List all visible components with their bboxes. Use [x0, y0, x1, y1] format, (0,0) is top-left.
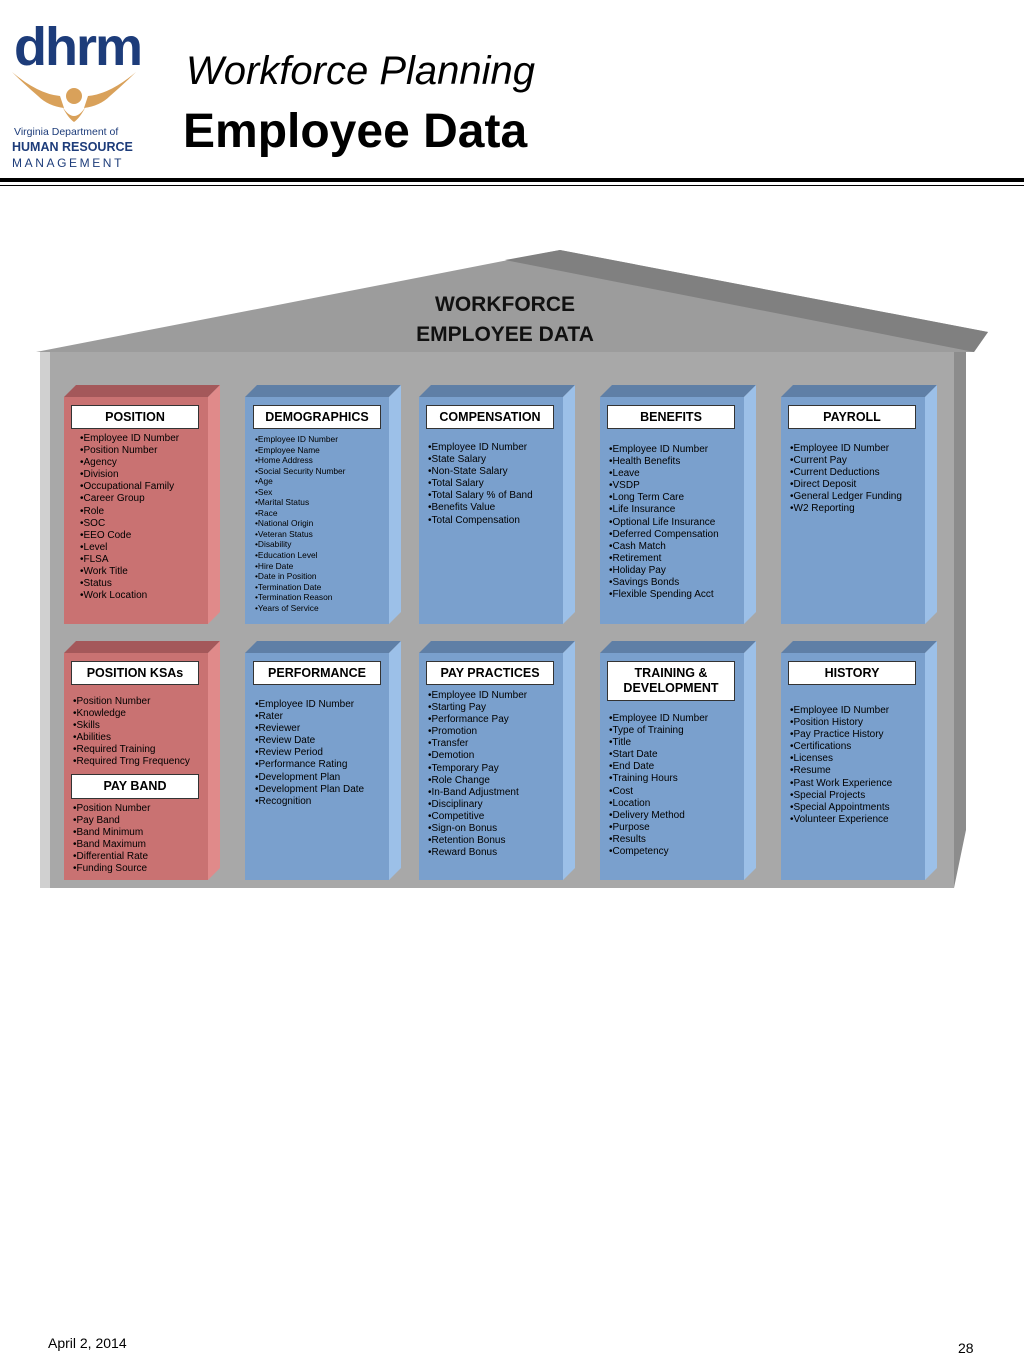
data-box-item: •Flexible Spending Acct	[609, 589, 714, 601]
data-box-item: •Performance Pay	[428, 714, 509, 726]
data-box-item: •Status	[80, 578, 112, 590]
data-box-item: •Certifications	[790, 741, 852, 753]
data-box-title: BENEFITS	[607, 405, 735, 429]
data-box-item: •Abilities	[73, 732, 111, 744]
data-box-item: •Employee ID Number	[80, 433, 180, 444]
data-box-item: •Education Level	[255, 550, 318, 561]
data-box-item: •Years of Service	[255, 602, 319, 613]
data-box-item: •Employee Name	[255, 444, 320, 455]
data-box-item: •Starting Pay	[428, 702, 486, 714]
data-box-item: •In-Band Adjustment	[428, 786, 519, 798]
data-box-item: •Optional Life Insurance	[609, 516, 716, 528]
data-box-title: HISTORY	[788, 661, 916, 685]
data-box-item: •Savings Bonds	[609, 577, 680, 589]
data-box-item: •Special Projects	[790, 789, 866, 801]
data-box-item: •Knowledge	[73, 708, 126, 720]
logo-line-1: Virginia Department of	[14, 126, 119, 138]
data-box-item: •Volunteer Experience	[790, 813, 889, 825]
data-box-item: •Review Period	[255, 747, 323, 759]
data-box-title: TRAINING & DEVELOPMENT	[607, 661, 735, 701]
data-box-item: •Competitive	[428, 810, 485, 822]
data-box-item: •Role	[80, 505, 105, 517]
data-box-item: •Veteran Status	[255, 528, 313, 539]
page-number: 28	[958, 1340, 974, 1356]
data-box-item: •Type of Training	[609, 725, 684, 737]
data-box-item: •Work Location	[80, 590, 148, 602]
data-box-items	[80, 433, 179, 602]
data-box-item: •Role Change	[428, 774, 490, 786]
footer-date: April 2, 2014	[48, 1335, 127, 1351]
data-box-item: •Career Group	[80, 493, 145, 505]
data-box-item: •Special Appointments	[790, 801, 890, 813]
data-box-item: •Home Address	[255, 455, 313, 466]
data-box-item: •Sign-on Bonus	[428, 823, 498, 835]
data-box-item: •Date in Position	[255, 571, 317, 582]
data-box-item: •Reward Bonus	[428, 847, 498, 859]
data-box-item: •Skills	[73, 720, 100, 732]
data-box-item: •Pay Practice History	[790, 729, 884, 741]
data-box-item: •Band Maximum	[73, 839, 146, 851]
data-box-item: •Development Plan	[255, 771, 341, 783]
data-box-item: •Delivery Method	[609, 809, 685, 821]
data-box-item: •Development Plan Date	[255, 783, 365, 795]
data-box-item: •Disability	[255, 539, 292, 550]
data-box-item: •Results	[609, 833, 646, 845]
data-box-item: •Start Date	[609, 749, 658, 761]
logo-line-3: MANAGEMENT	[12, 156, 125, 170]
logo-line-2: HUMAN RESOURCE	[12, 140, 133, 154]
data-box-items	[73, 696, 190, 769]
data-box-item: •Benefits Value	[428, 502, 496, 514]
data-box-item: •Non-State Salary	[428, 466, 508, 478]
data-box-item: •Employee ID Number	[255, 434, 338, 444]
data-box-item: •Marital Status	[255, 497, 310, 508]
data-box-item: •Rater	[255, 711, 283, 723]
data-box-item: •Position History	[790, 717, 863, 729]
roof-title-line-2: EMPLOYEE DATA	[416, 323, 594, 346]
data-box-title: COMPENSATION	[426, 405, 554, 429]
data-box-item: •General Ledger Funding	[790, 491, 902, 503]
data-box-title: PAY PRACTICES	[426, 661, 554, 685]
data-box-item: •Location	[609, 797, 651, 809]
data-box-item: •Purpose	[609, 821, 650, 833]
data-box-items	[790, 705, 892, 826]
page-subtitle: Workforce Planning	[186, 49, 536, 93]
data-box-item: •Training Hours	[609, 773, 678, 785]
data-box-item: •Direct Deposit	[790, 479, 857, 491]
data-box-item: •Current Pay	[790, 455, 847, 467]
data-box-item: •Promotion	[428, 726, 478, 738]
data-box-title: PERFORMANCE	[253, 661, 381, 685]
data-box-item: •Competency	[609, 846, 669, 858]
data-box-item: •SOC	[80, 517, 106, 529]
data-box-item: •Employee ID Number	[790, 705, 890, 716]
roof-title-line-1: WORKFORCE	[435, 293, 575, 316]
data-box-item: •Employee ID Number	[790, 443, 890, 454]
data-box-item: •Pay Band	[73, 815, 120, 827]
data-box-item: •Employee ID Number	[428, 442, 528, 453]
data-box-item: •State Salary	[428, 454, 486, 466]
data-box-item: •Performance Rating	[255, 759, 348, 771]
data-box-title: POSITION	[71, 405, 199, 429]
data-box-item: •EEO Code	[80, 529, 132, 541]
data-box-item: •Position Number	[80, 445, 158, 457]
data-box-item: •Required Trng Frequency	[73, 756, 190, 768]
data-box-item: •Disciplinary	[428, 798, 483, 810]
data-box-item: •Social Security Number	[255, 465, 346, 476]
data-box-item: •Recognition	[255, 795, 312, 807]
data-box-item: •FLSA	[80, 553, 109, 565]
data-box-item: •Title	[609, 737, 632, 749]
data-box-item: •W2 Reporting	[790, 503, 855, 515]
data-box-item: •Total Salary % of Band	[428, 490, 533, 502]
data-box-item: •Leave	[609, 468, 640, 480]
page-title: Employee Data	[183, 105, 528, 158]
data-box-item: •Required Training	[73, 744, 156, 756]
data-box-items	[255, 699, 364, 808]
data-box-item: •Past Work Experience	[790, 777, 893, 789]
data-box-items	[609, 713, 708, 858]
data-box-item: •Work Title	[80, 566, 128, 578]
data-box-item: •Position Number	[73, 803, 151, 814]
data-box-item: •Employee ID Number	[609, 444, 709, 455]
data-box-items	[609, 444, 719, 601]
data-box-item: •Reviewer	[255, 723, 301, 735]
data-box-items	[428, 690, 527, 859]
data-box-item: •Agency	[80, 457, 117, 469]
data-box-title: DEMOGRAPHICS	[253, 405, 381, 429]
data-box-item: •Transfer	[428, 738, 469, 750]
data-box-item: •Employee ID Number	[255, 699, 355, 710]
data-box-item: •Life Insurance	[609, 504, 676, 516]
data-box-item: •Total Compensation	[428, 514, 520, 526]
data-box-item: •Termination Date	[255, 581, 322, 592]
data-box-item: •Level	[80, 541, 108, 553]
data-box-items	[428, 442, 533, 527]
data-box-title: PAYROLL	[788, 405, 916, 429]
data-box-items	[790, 443, 902, 516]
data-box-item: •Demotion	[428, 750, 475, 762]
data-box-item: •Holiday Pay	[609, 564, 666, 576]
data-box-item: •Employee ID Number	[428, 690, 528, 701]
data-box-item: •Funding Source	[73, 863, 148, 875]
data-box-item: •Cash Match	[609, 540, 666, 552]
data-box-item: •Long Term Care	[609, 492, 685, 504]
data-box-title: POSITION KSAs	[71, 661, 199, 685]
data-box-items	[73, 803, 150, 876]
data-box-item: •Band Minimum	[73, 827, 144, 839]
data-box-item: •Termination Reason	[255, 592, 333, 603]
data-box-item: •Licenses	[790, 753, 833, 765]
data-box-item: •Resume	[790, 765, 831, 777]
data-box-item: •End Date	[609, 761, 655, 773]
data-box-item: •Occupational Family	[80, 481, 175, 493]
data-box-item: •Retirement	[609, 552, 662, 564]
data-box-item: •Temporary Pay	[428, 762, 499, 774]
data-box-item: •Hire Date	[255, 560, 294, 571]
data-box-item: •Total Salary	[428, 478, 484, 490]
data-box-item: •Race	[255, 507, 278, 518]
data-box-item: •Differential Rate	[73, 851, 149, 863]
data-box-item: •National Origin	[255, 518, 314, 529]
data-box-item: •Review Date	[255, 735, 316, 747]
data-box-item: •Division	[80, 469, 119, 481]
data-box-item: •Position Number	[73, 696, 151, 707]
data-box-item: •Cost	[609, 785, 634, 797]
data-box-item: •Current Deductions	[790, 467, 880, 479]
data-box-items	[255, 434, 345, 613]
data-box-item: •Deferred Compensation	[609, 528, 719, 540]
data-box-item: •Sex	[255, 486, 273, 497]
data-box-item: •Age	[255, 476, 273, 487]
logo-wordmark: dhrm	[14, 17, 141, 77]
data-box-item: •VSDP	[609, 480, 640, 492]
data-box-item: •Health Benefits	[609, 456, 681, 468]
data-box-item: •Employee ID Number	[609, 713, 709, 724]
data-box-item: •Retention Bonus	[428, 835, 506, 847]
data-box-title: PAY BAND	[71, 774, 199, 799]
